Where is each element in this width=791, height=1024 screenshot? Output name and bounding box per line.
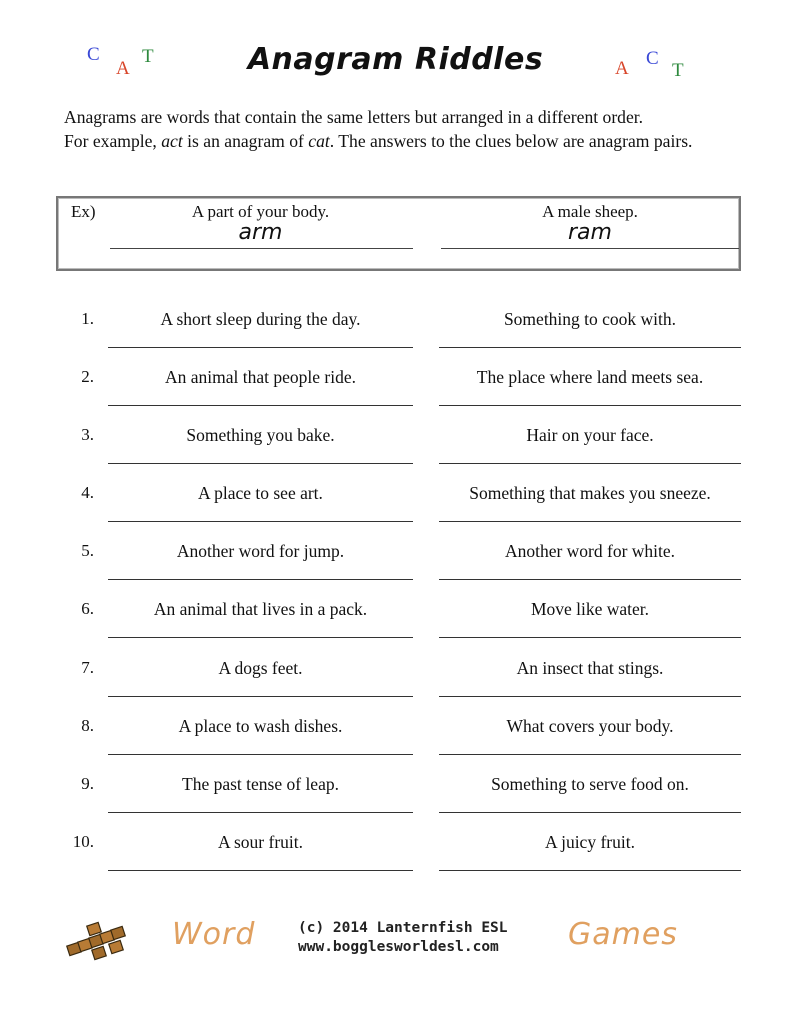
riddle-number: 1. <box>81 309 94 328</box>
riddle-number: 9. <box>81 774 94 793</box>
intro-text-pre: For example, <box>64 131 162 151</box>
intro-text-post: . The answers to the clues below are anagram pairs. <box>329 131 693 151</box>
riddle-row <box>0 716 791 774</box>
example-left-clue: A part of your body. <box>191 202 330 221</box>
example-right-answer-line <box>441 248 739 249</box>
intro-word-cat: cat <box>308 131 330 151</box>
right-clue: The place where land meets sea. <box>476 367 704 387</box>
right-clue: A juicy fruit. <box>545 832 635 852</box>
right-answer-line[interactable] <box>439 579 741 580</box>
left-answer-line[interactable] <box>108 405 413 406</box>
riddle-number: 4. <box>81 483 94 502</box>
copyright-text: (c) 2014 Lanternfish ESL <box>298 920 508 936</box>
left-answer-line[interactable] <box>108 812 413 813</box>
deco-letter-a-left: A <box>116 58 130 79</box>
riddle-number: 8. <box>81 716 94 735</box>
riddle-row <box>0 599 791 657</box>
riddle-row <box>0 425 791 483</box>
example-left-answer-line <box>110 248 413 249</box>
left-clue: Another word for jump. <box>176 541 345 561</box>
left-answer-line[interactable] <box>108 579 413 580</box>
example-left-answer: arm <box>238 220 283 245</box>
left-clue: A place to see art. <box>198 483 323 503</box>
left-clue: An animal that lives in a pack. <box>153 599 368 619</box>
deco-letter-t-left: T <box>142 46 154 67</box>
riddle-number: 3. <box>81 425 94 444</box>
left-clue: A sour fruit. <box>217 832 304 852</box>
example-label: Ex) <box>71 202 96 221</box>
right-clue: What covers your body. <box>506 716 674 736</box>
riddle-number: 10. <box>72 832 94 851</box>
right-answer-line[interactable] <box>439 870 741 871</box>
website-text: www.bogglesworldesl.com <box>298 939 499 955</box>
right-answer-line[interactable] <box>439 405 741 406</box>
intro-text-mid: is an anagram of <box>182 131 309 151</box>
example-right-answer: ram <box>568 220 612 245</box>
left-answer-line[interactable] <box>108 521 413 522</box>
footer-games-logo: Games <box>568 917 678 952</box>
riddle-number: 5. <box>81 541 94 560</box>
riddle-row <box>0 832 791 890</box>
left-clue: An animal that people ride. <box>165 367 356 387</box>
riddle-number: 7. <box>81 658 94 677</box>
right-answer-line[interactable] <box>439 696 741 697</box>
right-clue: Something to serve food on. <box>491 774 689 794</box>
right-answer-line[interactable] <box>439 347 741 348</box>
example-right-clue: A male sheep. <box>542 202 638 221</box>
page-title: Anagram Riddles <box>247 42 544 77</box>
riddle-row <box>0 541 791 599</box>
left-answer-line[interactable] <box>108 347 413 348</box>
riddle-row <box>0 774 791 832</box>
left-clue: Something you bake. <box>186 425 335 445</box>
left-clue: A place to wash dishes. <box>178 716 343 736</box>
riddle-row <box>0 309 791 367</box>
left-answer-line[interactable] <box>108 463 413 464</box>
right-clue: Move like water. <box>530 599 650 619</box>
example-box <box>56 196 741 271</box>
deco-letter-t-right: T <box>672 60 684 81</box>
riddle-number: 2. <box>81 367 94 386</box>
riddle-row <box>0 483 791 541</box>
right-answer-line[interactable] <box>439 463 741 464</box>
riddle-row <box>0 658 791 716</box>
right-clue: Something that makes you sneeze. <box>469 483 711 503</box>
left-answer-line[interactable] <box>108 870 413 871</box>
deco-letter-c-left: C <box>87 44 100 65</box>
right-clue: Something to cook with. <box>503 309 677 329</box>
intro-line-1: Anagrams are words that contain the same letters but arranged in a different order. <box>64 107 644 127</box>
left-clue: A short sleep during the day. <box>160 309 361 329</box>
crossword-tiles-logo <box>66 918 132 962</box>
left-answer-line[interactable] <box>108 637 413 638</box>
left-clue: A dogs feet. <box>218 658 303 678</box>
intro-paragraph <box>64 105 744 153</box>
deco-letter-c-right: C <box>646 48 659 69</box>
right-clue: Hair on your face. <box>526 425 654 445</box>
footer-word-logo: Word <box>172 917 256 952</box>
right-answer-line[interactable] <box>439 754 741 755</box>
riddle-number: 6. <box>81 599 94 618</box>
left-answer-line[interactable] <box>108 754 413 755</box>
right-answer-line[interactable] <box>439 637 741 638</box>
right-answer-line[interactable] <box>439 521 741 522</box>
intro-word-act: act <box>161 131 183 151</box>
right-clue: Another word for white. <box>504 541 676 561</box>
left-answer-line[interactable] <box>108 696 413 697</box>
footer-credit <box>298 919 508 957</box>
riddle-row <box>0 367 791 425</box>
right-answer-line[interactable] <box>439 812 741 813</box>
right-clue: An insect that stings. <box>516 658 664 678</box>
left-clue: The past tense of leap. <box>182 774 339 794</box>
deco-letter-a-right: A <box>615 58 629 79</box>
